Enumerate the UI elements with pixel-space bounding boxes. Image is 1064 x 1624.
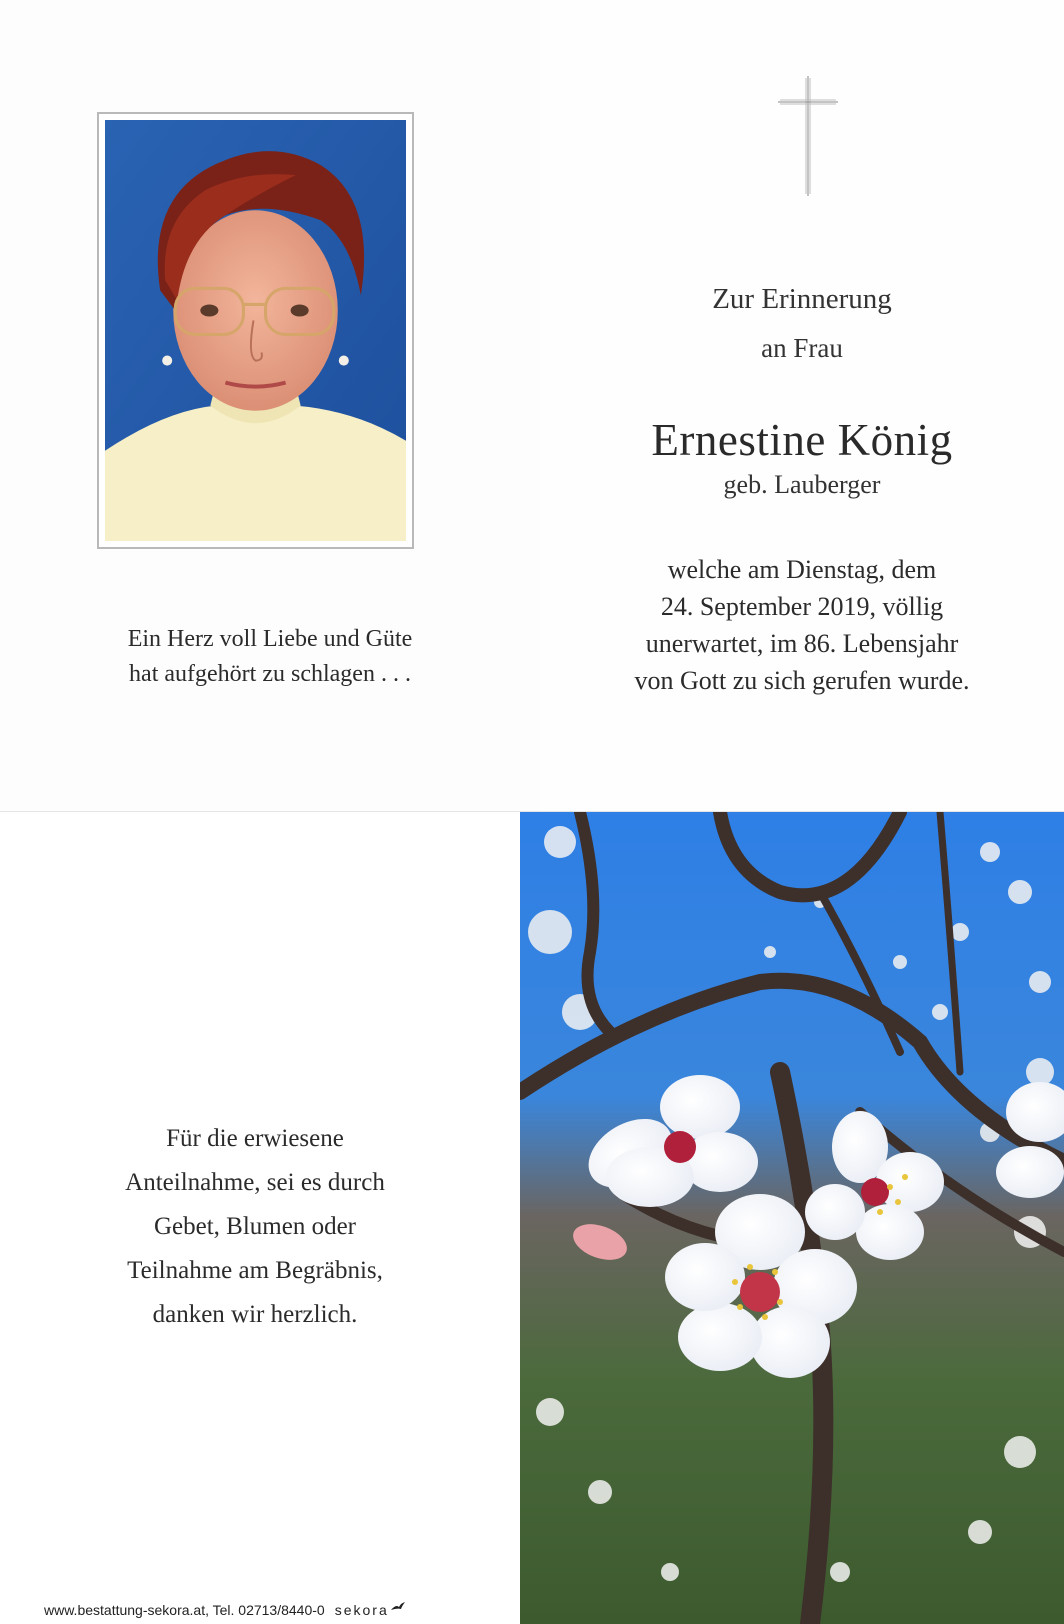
thanks-line: Gebet, Blumen oder [153,1213,357,1240]
card-back-left [0,812,520,1624]
card-front-left [0,0,540,812]
memorial-verse [60,622,480,692]
cross-icon [776,74,840,198]
bird-icon [390,1602,406,1612]
obituary-line: 24. September 2019, völlig [660,592,944,621]
portrait-image [105,120,406,541]
obituary-line: von Gott zu sich gerufen wurde. [634,666,970,695]
blossom-photo [520,812,1064,1624]
contact-text: www.bestattung-sekora.at, Tel. 02713/8440-0 [44,1602,325,1618]
footer-contact [44,1602,406,1618]
card-back-right [520,812,1064,1624]
thanks-line: Teilnahme am Begräbnis, [127,1257,383,1284]
portrait-photo [97,112,414,549]
intro-line: Zur Erinnerung [712,283,892,315]
maiden-name: geb. Lauberger [723,470,881,499]
intro-line-2: an Frau [761,333,843,363]
obituary-text [540,551,1064,699]
thanks-line: Anteilnahme, sei es durch [125,1169,385,1196]
sekora-logo: sekora [334,1602,389,1618]
verse-line: Ein Herz voll Liebe und Güte [127,626,413,652]
verse-line: hat aufgehört zu schlagen . . . [129,661,411,687]
thanks-line: danken wir herzlich. [152,1301,358,1328]
obituary-line: welche am Dienstag, dem [667,555,937,584]
obituary-line: unerwartet, im 86. Lebensjahr [645,629,959,658]
card-front-right [540,0,1064,812]
thanks-text [40,1117,470,1337]
deceased-name: Ernestine König [651,415,953,465]
thanks-line: Für die erwiesene [166,1125,344,1152]
